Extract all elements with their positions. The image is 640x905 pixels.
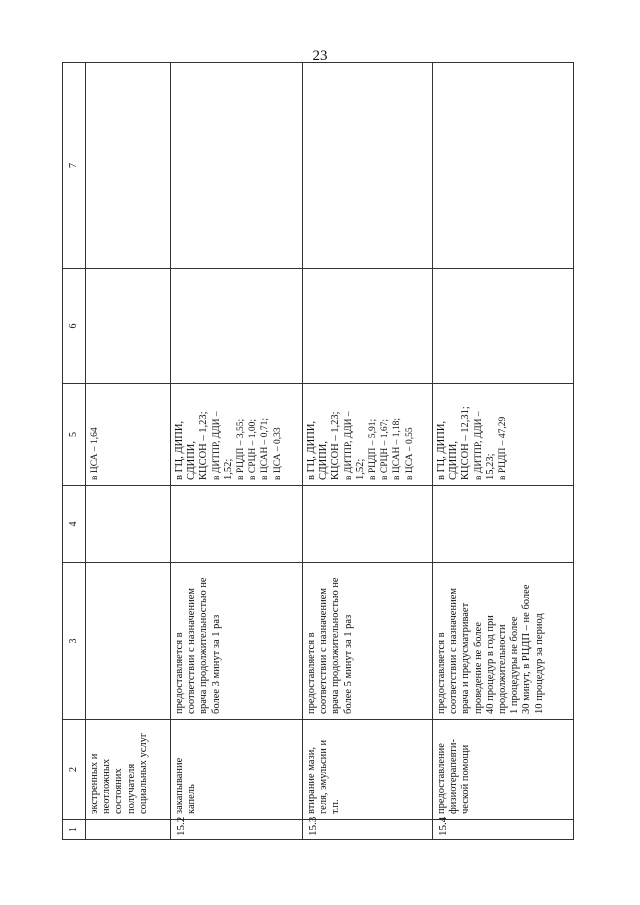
cell-empty — [433, 63, 574, 269]
cell-empty — [86, 63, 171, 269]
text-line: проведение не более — [472, 622, 484, 714]
text-line: СДИПИ, — [318, 440, 330, 480]
text-line: ческой помощи — [460, 744, 472, 814]
header-col-7: 7 — [63, 63, 86, 269]
text-line: в ДИТПР, ДДИ – — [473, 411, 484, 480]
text-line: предоставляется в — [174, 632, 185, 714]
header-col-2: 2 — [63, 720, 86, 820]
text-line: более 3 минут за 1 раз — [210, 614, 222, 714]
text-line: более 5 минут за 1 раз — [342, 614, 354, 714]
header-col-1: 1 — [63, 820, 86, 840]
cell-empty — [86, 269, 171, 384]
cell-empty — [433, 486, 574, 563]
table-row — [171, 63, 303, 840]
text-line: закапывание — [174, 757, 185, 814]
page-number: 23 — [312, 48, 328, 64]
text-line: втирание мази, — [306, 747, 317, 814]
text-line: СДИПИ, — [186, 440, 198, 480]
header-col-3: 3 — [63, 563, 86, 720]
text-line: 30 минут, в РЦДП – не более — [521, 584, 533, 714]
text-line: врача и предусматривает — [460, 602, 472, 714]
cell-empty — [86, 486, 171, 563]
services-table — [62, 62, 574, 840]
text-line: 40 процедур в год при — [484, 615, 496, 714]
table-row — [303, 63, 433, 840]
cell-empty — [171, 269, 303, 384]
cell-name — [86, 720, 171, 820]
cell-name — [433, 720, 574, 820]
cell-norms — [303, 384, 433, 486]
text-line: продолжительности — [497, 624, 509, 714]
text-line: врача продолжительностью не — [330, 577, 342, 714]
text-line: геля, эмульсии и — [318, 739, 330, 814]
cell-empty — [303, 486, 433, 563]
text-line: предоставление — [436, 743, 447, 814]
text-line: соответствии с назначением — [318, 587, 330, 714]
text-line: СДИПИ, — [448, 440, 460, 480]
text-line: 1 процедуры не более — [509, 616, 521, 714]
text-line: в ДИТПР, ДДИ – — [211, 411, 222, 480]
text-line: 15,23; — [484, 453, 496, 480]
cell-name — [303, 720, 433, 820]
text-line: в ГЦ, ДИПИ, — [436, 420, 447, 480]
cell-desc — [433, 563, 574, 720]
cell-num: 15.3 — [303, 820, 433, 840]
text-line: КЦСОН – 1,23; — [198, 411, 210, 480]
header-row — [63, 63, 86, 840]
text-line: соответствии с назначением — [186, 587, 198, 714]
table-row-continuation — [86, 63, 171, 840]
cell-empty — [303, 269, 433, 384]
text-line: в ДИТПР, ДДИ – — [343, 411, 354, 480]
cell-empty — [171, 63, 303, 269]
text-line: КЦСОН – 12,31; — [460, 406, 472, 480]
text-line: физиотерапевти- — [448, 738, 460, 814]
table-row — [433, 63, 574, 840]
text-line: т.п. — [330, 799, 342, 814]
text-line: в ЦСА – 0,33 — [272, 427, 283, 480]
text-line: 1,52; — [354, 458, 366, 480]
text-line: в РЦДП – 47,29 — [498, 416, 509, 480]
text-line: неотложных — [101, 758, 113, 814]
text-line: в ЦСАН – 1,18; — [392, 417, 403, 480]
header-col-5: 5 — [63, 384, 86, 486]
text-line: в ЦСА – 1,64 — [90, 427, 100, 480]
cell-num — [86, 820, 171, 840]
text-line: соответствии с назначением — [448, 587, 460, 714]
cell-desc — [171, 563, 303, 720]
text-line: в СРЦН – 1,67; — [380, 419, 391, 480]
cell-norms — [433, 384, 574, 486]
cell-norms — [171, 384, 303, 486]
text-line: социальных услуг — [137, 732, 149, 814]
text-line: капель — [186, 784, 198, 814]
header-col-4: 4 — [63, 486, 86, 563]
cell-num: 15.4 — [433, 820, 574, 840]
cell-empty — [303, 63, 433, 269]
text-line: врача продолжительностью не — [198, 577, 210, 714]
cell-empty — [433, 269, 574, 384]
text-line: 10 процедур за период — [533, 613, 545, 714]
text-line: в РЦДП – 3,55; — [236, 418, 247, 480]
text-line: предоставляется в — [436, 632, 447, 714]
cell-num: 15.2 — [171, 820, 303, 840]
text-line: в ГЦ, ДИПИ, — [306, 420, 317, 480]
text-line: в СРЦН – 1,00; — [248, 419, 259, 480]
text-line: получателя — [125, 763, 137, 814]
text-line: состояних — [113, 768, 125, 814]
text-line: КЦСОН – 1,23; — [330, 411, 342, 480]
text-line: в ГЦ, ДИПИ, — [174, 420, 185, 480]
text-line: 1,52; — [222, 458, 234, 480]
text-line: экстренных и — [89, 753, 100, 814]
header-col-6: 6 — [63, 269, 86, 384]
cell-desc — [303, 563, 433, 720]
text-line: в ЦСАН – 0,71; — [260, 417, 271, 480]
cell-name — [171, 720, 303, 820]
text-line: предоставляется в — [306, 632, 317, 714]
cell-norms — [86, 384, 171, 486]
cell-empty — [171, 486, 303, 563]
text-line: в ЦСА – 0,55 — [404, 427, 415, 480]
text-line: в РЦДП – 5,91; — [368, 418, 379, 480]
rotated-table-area — [62, 62, 572, 840]
cell-desc — [86, 563, 171, 720]
